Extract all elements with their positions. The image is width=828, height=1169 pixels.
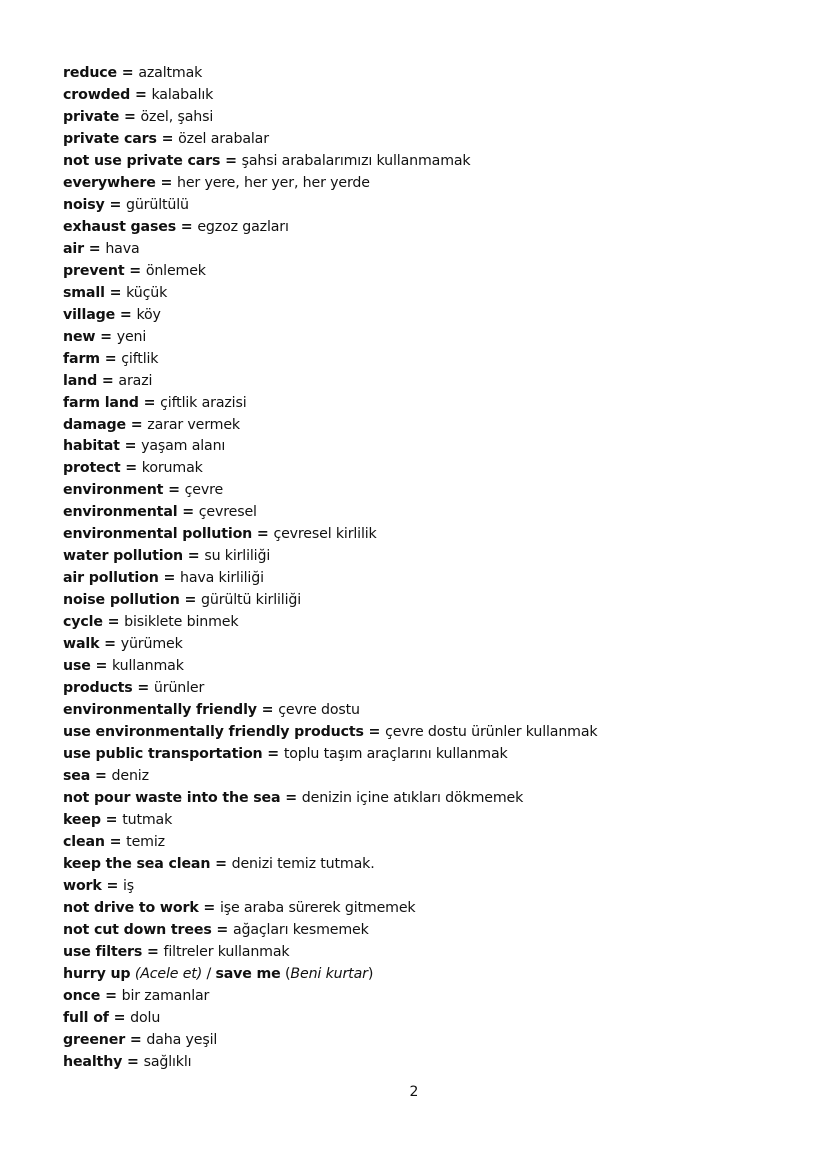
turkish-meaning: özel, şahsi — [140, 108, 214, 125]
turkish-meaning: çevre dostu — [278, 702, 360, 719]
english-term: protect — [63, 460, 121, 477]
vocab-entry: new = yeni — [63, 328, 147, 345]
vocab-entry: private = özel, şahsi — [63, 108, 214, 125]
vocab-entry: protect = korumak — [63, 460, 203, 477]
phrase-separator: / — [202, 965, 216, 982]
turkish-meaning: hava kirliliği — [179, 570, 264, 587]
english-term: habitat — [63, 438, 120, 455]
turkish-meaning: kalabalık — [151, 86, 214, 103]
english-term: reduce — [63, 65, 118, 81]
vocab-entry: reduce = azaltmak — [63, 65, 203, 81]
closing-parenthesis: ) — [367, 965, 374, 982]
turkish-meaning: çiftlik arazisi — [160, 394, 247, 411]
english-term: crowded — [63, 86, 131, 103]
vocab-entry: noisy = gürültülü — [63, 196, 189, 213]
vocab-entry: exhaust gases = egzoz gazları — [63, 218, 289, 235]
turkish-meaning: gürültülü — [125, 196, 189, 213]
vocab-entry: walk = yürümek — [63, 636, 183, 653]
vocab-entry: once = bir zamanlar — [63, 987, 210, 1004]
vocab-entry: water pollution = su kirliliği — [63, 548, 271, 565]
vocab-entry: products = ürünler — [63, 680, 205, 697]
english-term: environment — [63, 482, 164, 499]
vocab-entry: farm = çiftlik — [63, 350, 159, 367]
turkish-meaning: ürünler — [153, 680, 205, 697]
english-term: environmental pollution — [63, 526, 253, 543]
turkish-meaning: sağlıklı — [143, 1053, 192, 1070]
turkish-meaning: ağaçları kesmemek — [232, 921, 369, 938]
turkish-meaning: azaltmak — [138, 65, 203, 81]
english-term: use environmentally friendly products — [63, 724, 364, 741]
vocab-entry: cycle = bisiklete binmek — [63, 614, 239, 631]
turkish-meaning: çevre dostu ürünler kullanmak — [385, 724, 598, 741]
english-term: village — [63, 306, 116, 323]
vocab-entry: not drive to work = işe araba sürerek gitmemek — [63, 899, 416, 916]
phrase-entry — [63, 964, 753, 986]
vocab-entry: habitat = yaşam alanı — [63, 438, 226, 455]
english-term: not use private cars — [63, 152, 221, 169]
english-term: keep — [63, 811, 101, 828]
vocab-entry: land = arazi — [63, 372, 153, 389]
turkish-meaning: denizin içine atıkları dökmemek — [301, 789, 524, 806]
english-term: products — [63, 680, 133, 697]
english-term: environmental — [63, 504, 178, 521]
english-term: sea — [63, 768, 91, 784]
turkish-meaning: arazi — [118, 372, 153, 389]
english-term: prevent — [63, 262, 125, 279]
turkish-meaning: kullanmak — [112, 658, 184, 675]
english-term: use filters — [63, 943, 143, 960]
vocab-entry: not use private cars = şahsi arabalarımızı kullanmamak — [63, 152, 471, 169]
turkish-meaning: gürültü kirliliği — [201, 592, 302, 609]
english-term: full of — [63, 1009, 109, 1026]
vocab-entry: small = küçük — [63, 284, 168, 301]
turkish-meaning: işe araba sürerek gitmemek — [219, 899, 416, 916]
english-term: exhaust gases — [63, 218, 177, 235]
vocab-entry: private cars = özel arabalar — [63, 130, 269, 147]
turkish-meaning: çiftlik — [121, 350, 159, 367]
turkish-meaning: hava — [105, 240, 140, 257]
english-term: water pollution — [63, 548, 183, 565]
turkish-meaning: su kirliliği — [204, 548, 271, 565]
english-term: everywhere — [63, 174, 156, 191]
vocab-entry: clean = temiz — [63, 833, 165, 850]
turkish-meaning: küçük — [126, 284, 168, 301]
vocab-entry: healthy = sağlıklı — [63, 1053, 192, 1070]
english-term: noise pollution — [63, 592, 180, 609]
turkish-meaning: her yere, her yer, her yerde — [177, 174, 370, 191]
turkish-meaning: köy — [136, 306, 161, 323]
english-term: work — [63, 877, 102, 894]
english-term: air pollution — [63, 570, 159, 587]
vocab-entry: air pollution = hava kirliliği — [63, 570, 264, 587]
english-term: air — [63, 240, 84, 257]
english-term: cycle — [63, 614, 103, 631]
english-term: farm land — [63, 394, 139, 411]
english-term: new — [63, 328, 96, 345]
turkish-meaning: toplu taşım araçlarını kullanmak — [283, 746, 508, 763]
turkish-meaning: şahsi arabalarımızı kullanmamak — [241, 152, 471, 169]
english-term: use — [63, 658, 91, 675]
turkish-meaning: Beni kurtar — [290, 965, 368, 982]
english-term: once — [63, 987, 101, 1004]
vocab-entry: environmental pollution = çevresel kirlilik — [63, 526, 377, 543]
turkish-meaning: çevresel kirlilik — [273, 526, 377, 543]
english-term: small — [63, 284, 105, 301]
english-term: not pour waste into the sea — [63, 789, 281, 806]
english-term: environmentally friendly — [63, 702, 257, 719]
vocab-entry: use filters = filtreler kullanmak — [63, 943, 290, 960]
vocab-entry: use public transportation = toplu taşım araçlarını kullanmak — [63, 746, 508, 763]
turkish-meaning: yaşam alanı — [141, 438, 226, 455]
vocab-entry: village = köy — [63, 306, 161, 323]
turkish-meaning: yeni — [116, 328, 147, 345]
vocab-entry: use = kullanmak — [63, 658, 184, 675]
vocab-entry: damage = zarar vermek — [63, 416, 240, 433]
vocab-entry: use environmentally friendly products = çevre dostu ürünler kullanmak — [63, 724, 598, 741]
english-term: greener — [63, 1031, 126, 1048]
vocab-entry: crowded = kalabalık — [63, 86, 214, 103]
turkish-meaning: filtreler kullanmak — [163, 943, 290, 960]
english-term: land — [63, 372, 98, 389]
turkish-meaning: korumak — [141, 460, 203, 477]
vocab-entry: work = iş — [63, 877, 135, 894]
turkish-meaning: bir zamanlar — [121, 987, 210, 1004]
english-term: private cars — [63, 130, 157, 147]
english-term: private — [63, 108, 120, 125]
vocab-entry: environmentally friendly = çevre dostu — [63, 702, 360, 719]
english-term: farm — [63, 350, 100, 367]
english-term: walk — [63, 636, 100, 653]
vocab-entry: farm land = çiftlik arazisi — [63, 394, 247, 411]
english-term: save me — [215, 965, 281, 982]
turkish-meaning: dolu — [130, 1009, 161, 1026]
turkish-meaning: zarar vermek — [147, 416, 240, 433]
turkish-meaning: temiz — [126, 833, 165, 850]
turkish-meaning: daha yeşil — [146, 1031, 218, 1048]
turkish-meaning: denizi temiz tutmak. — [231, 855, 375, 872]
english-term: noisy — [63, 196, 105, 213]
english-term: damage — [63, 416, 126, 433]
english-term: not cut down trees — [63, 921, 212, 938]
turkish-meaning: önlemek — [145, 262, 206, 279]
turkish-meaning: (Acele et) — [134, 965, 203, 982]
vocab-entry: keep the sea clean = denizi temiz tutmak. — [63, 855, 375, 872]
vocab-entry: environment = çevre — [63, 482, 224, 499]
turkish-meaning: yürümek — [120, 636, 183, 653]
turkish-meaning: iş — [123, 877, 135, 894]
english-term: healthy — [63, 1053, 123, 1070]
vocabulary-list — [63, 63, 753, 1074]
vocab-entry: noise pollution = gürültü kirliliği — [63, 592, 302, 609]
vocab-entry: greener = daha yeşil — [63, 1031, 218, 1048]
turkish-meaning: egzoz gazları — [197, 218, 289, 235]
vocab-entry: keep = tutmak — [63, 811, 173, 828]
vocab-entry: everywhere = her yere, her yer, her yerde — [63, 174, 370, 191]
opening-parenthesis: ( — [285, 965, 291, 982]
english-term: hurry up — [63, 965, 131, 982]
turkish-meaning: özel arabalar — [178, 130, 269, 147]
english-term: not drive to work — [63, 899, 199, 916]
page-number: 2 — [409, 1084, 419, 1100]
vocab-entry: prevent = önlemek — [63, 262, 206, 279]
turkish-meaning: deniz — [111, 768, 149, 784]
turkish-meaning: tutmak — [122, 811, 173, 828]
turkish-meaning: bisiklete binmek — [124, 614, 239, 631]
vocab-entry: environmental = çevresel — [63, 504, 257, 521]
english-term: use public transportation — [63, 746, 263, 763]
vocab-entry: not pour waste into the sea = denizin içine atıkları dökmemek — [63, 789, 524, 806]
turkish-meaning: çevre — [184, 482, 224, 499]
vocab-entry: sea = deniz — [63, 768, 149, 784]
english-term: keep the sea clean — [63, 855, 211, 872]
vocab-entry: full of = dolu — [63, 1009, 161, 1026]
vocab-entry: air = hava — [63, 240, 140, 257]
english-term: clean — [63, 833, 105, 850]
turkish-meaning: çevresel — [198, 504, 257, 521]
vocab-entry: not cut down trees = ağaçları kesmemek — [63, 921, 369, 938]
